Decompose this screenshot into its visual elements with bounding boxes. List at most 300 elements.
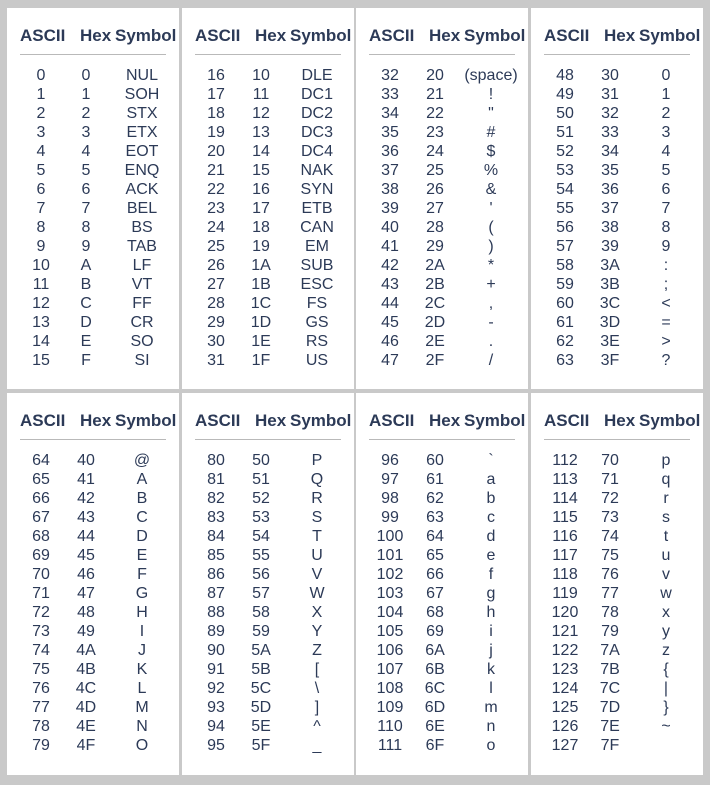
- decimal-cell: 119: [552, 585, 578, 602]
- table-row: [531, 679, 703, 698]
- table-row: [182, 123, 354, 142]
- code-list: [356, 66, 528, 370]
- table-row: [7, 180, 179, 199]
- decimal-cell: 8: [36, 219, 46, 236]
- decimal-cell: 72: [32, 604, 50, 621]
- hex-cell: 76: [601, 566, 619, 583]
- symbol-cell: ?: [661, 352, 671, 369]
- decimal-cell: 14: [32, 333, 50, 350]
- decimal-cell: 114: [552, 490, 578, 507]
- panel-header: [7, 26, 179, 50]
- symbol-cell: w: [660, 585, 672, 602]
- table-row: [356, 199, 528, 218]
- table-row: [7, 736, 179, 755]
- hex-cell: 50: [252, 452, 270, 469]
- decimal-cell: 21: [207, 162, 225, 179]
- decimal-cell: 13: [32, 314, 50, 331]
- table-row: [182, 508, 354, 527]
- symbol-cell: ETX: [126, 124, 158, 141]
- decimal-cell: 78: [32, 718, 50, 735]
- hex-cell: 72: [601, 490, 619, 507]
- hex-cell: 4E: [76, 718, 96, 735]
- hex-cell: 1B: [251, 276, 271, 293]
- decimal-cell: 103: [376, 585, 404, 602]
- decimal-cell: 29: [207, 314, 225, 331]
- hex-cell: 31: [601, 86, 619, 103]
- table-row: [531, 584, 703, 603]
- header-divider: [195, 439, 341, 440]
- panel-header: [182, 411, 354, 435]
- hex-cell: 2E: [425, 333, 445, 350]
- symbol-cell: _: [312, 737, 322, 754]
- decimal-cell: 95: [207, 737, 225, 754]
- decimal-cell: 18: [207, 105, 225, 122]
- decimal-cell: 126: [551, 718, 579, 735]
- decimal-cell: 49: [556, 86, 574, 103]
- decimal-cell: 102: [376, 566, 404, 583]
- symbol-cell: G: [135, 585, 149, 602]
- decimal-cell: 125: [551, 699, 579, 716]
- decimal-cell: 84: [207, 528, 225, 545]
- symbol-cell: EM: [305, 238, 329, 255]
- table-row: [356, 351, 528, 370]
- symbol-cell: g: [486, 585, 496, 602]
- table-row: [531, 451, 703, 470]
- decimal-cell: 96: [381, 452, 399, 469]
- hex-cell: A: [80, 257, 92, 274]
- symbol-cell: 0: [661, 67, 671, 84]
- decimal-cell: 6: [36, 181, 46, 198]
- symbol-cell: DC3: [300, 124, 333, 141]
- table-row: [356, 104, 528, 123]
- hex-cell: 62: [426, 490, 444, 507]
- table-row: [182, 275, 354, 294]
- hex-cell: 35: [601, 162, 619, 179]
- hex-cell: 4F: [76, 737, 96, 754]
- hex-cell: 64: [426, 528, 444, 545]
- header-hex: Hex: [604, 411, 636, 430]
- table-row: [182, 332, 354, 351]
- decimal-cell: 94: [207, 718, 225, 735]
- hex-cell: 21: [426, 86, 444, 103]
- hex-cell: 7B: [600, 661, 620, 678]
- table-row: [182, 256, 354, 275]
- symbol-cell: S: [311, 509, 323, 526]
- decimal-cell: 70: [32, 566, 50, 583]
- table-row: [356, 161, 528, 180]
- symbol-cell: 8: [661, 219, 671, 236]
- decimal-cell: 120: [551, 604, 579, 621]
- symbol-cell: SYN: [300, 181, 334, 198]
- hex-cell: 1D: [250, 314, 272, 331]
- table-row: [7, 66, 179, 85]
- hex-cell: 3: [81, 124, 91, 141]
- decimal-cell: 56: [556, 219, 574, 236]
- hex-cell: 15: [252, 162, 270, 179]
- panel-header: [531, 26, 703, 50]
- decimal-cell: 113: [552, 471, 578, 488]
- code-list: [182, 66, 354, 370]
- hex-cell: 4B: [76, 661, 96, 678]
- hex-cell: 41: [77, 471, 95, 488]
- symbol-cell: ,: [488, 295, 494, 312]
- header-hex: Hex: [604, 26, 636, 45]
- hex-cell: 12: [252, 105, 270, 122]
- table-row: [531, 603, 703, 622]
- symbol-cell: 3: [661, 124, 671, 141]
- code-list: [7, 66, 179, 370]
- header-hex: Hex: [255, 411, 287, 430]
- table-row: [531, 313, 703, 332]
- symbol-cell: r: [663, 490, 669, 507]
- symbol-cell: RS: [305, 333, 329, 350]
- table-row: [356, 641, 528, 660]
- decimal-cell: 83: [207, 509, 225, 526]
- symbol-cell: DC1: [300, 86, 333, 103]
- decimal-cell: 51: [556, 124, 574, 141]
- symbol-cell: V: [311, 566, 323, 583]
- hex-cell: 19: [252, 238, 270, 255]
- table-row: [531, 641, 703, 660]
- symbol-cell: ': [489, 200, 493, 217]
- symbol-cell: M: [135, 699, 149, 716]
- decimal-cell: 0: [36, 67, 46, 84]
- table-row: [531, 180, 703, 199]
- hex-cell: 42: [77, 490, 95, 507]
- decimal-cell: 115: [552, 509, 578, 526]
- symbol-cell: ): [488, 238, 494, 255]
- table-row: [531, 66, 703, 85]
- table-row: [182, 736, 354, 755]
- symbol-cell: ^: [313, 718, 321, 735]
- table-row: [182, 698, 354, 717]
- symbol-cell: k: [487, 661, 495, 678]
- hex-cell: 4D: [75, 699, 97, 716]
- hex-cell: 5E: [251, 718, 271, 735]
- hex-cell: 3E: [600, 333, 620, 350]
- code-list: [531, 451, 703, 755]
- symbol-cell: 4: [661, 143, 671, 160]
- table-row: [356, 603, 528, 622]
- hex-cell: 63: [426, 509, 444, 526]
- hex-cell: 44: [77, 528, 95, 545]
- table-row: [356, 679, 528, 698]
- header-symbol: Symbol: [464, 411, 526, 430]
- decimal-cell: 75: [32, 661, 50, 678]
- hex-cell: 73: [601, 509, 619, 526]
- decimal-cell: 77: [32, 699, 50, 716]
- hex-cell: 8: [81, 219, 91, 236]
- hex-cell: 43: [77, 509, 95, 526]
- table-row: [7, 104, 179, 123]
- table-row: [531, 546, 703, 565]
- symbol-cell: BEL: [126, 200, 158, 217]
- decimal-cell: 45: [381, 314, 399, 331]
- symbol-cell: 1: [661, 86, 671, 103]
- panel-header: [531, 411, 703, 435]
- hex-cell: 4: [81, 143, 91, 160]
- header-ascii: ASCII: [544, 26, 590, 45]
- hex-cell: D: [80, 314, 92, 331]
- hex-cell: 7C: [599, 680, 621, 697]
- table-row: [7, 679, 179, 698]
- hex-cell: 59: [252, 623, 270, 640]
- decimal-cell: 92: [207, 680, 225, 697]
- decimal-cell: 9: [36, 238, 46, 255]
- table-row: [182, 489, 354, 508]
- symbol-cell: H: [136, 604, 148, 621]
- decimal-cell: 104: [376, 604, 404, 621]
- table-row: [7, 489, 179, 508]
- symbol-cell: ]: [314, 699, 320, 716]
- table-row: [531, 218, 703, 237]
- table-row: [7, 256, 179, 275]
- symbol-cell: ": [488, 105, 494, 122]
- symbol-cell: DC4: [300, 143, 333, 160]
- ascii-panel: [356, 393, 528, 775]
- header-divider: [20, 54, 166, 55]
- hex-cell: 23: [426, 124, 444, 141]
- hex-cell: 14: [252, 143, 270, 160]
- table-row: [356, 275, 528, 294]
- symbol-cell: (space): [464, 67, 518, 84]
- table-row: [7, 142, 179, 161]
- table-row: [531, 622, 703, 641]
- hex-cell: 49: [77, 623, 95, 640]
- ascii-panel: [7, 8, 179, 389]
- decimal-cell: 108: [376, 680, 404, 697]
- table-row: [182, 622, 354, 641]
- decimal-cell: 23: [207, 200, 225, 217]
- table-row: [182, 451, 354, 470]
- header-hex: Hex: [429, 411, 461, 430]
- decimal-cell: 7: [36, 200, 46, 217]
- table-row: [531, 294, 703, 313]
- decimal-cell: 26: [207, 257, 225, 274]
- hex-cell: 7E: [600, 718, 620, 735]
- decimal-cell: 122: [551, 642, 579, 659]
- hex-cell: 6A: [425, 642, 445, 659]
- table-row: [531, 351, 703, 370]
- hex-cell: 57: [252, 585, 270, 602]
- symbol-cell: J: [138, 642, 146, 659]
- symbol-cell: ENQ: [124, 162, 160, 179]
- decimal-cell: 76: [32, 680, 50, 697]
- symbol-cell: W: [309, 585, 325, 602]
- decimal-cell: 28: [207, 295, 225, 312]
- decimal-cell: 34: [381, 105, 399, 122]
- decimal-cell: 66: [32, 490, 50, 507]
- header-divider: [369, 439, 515, 440]
- hex-cell: 9: [81, 238, 91, 255]
- hex-cell: 66: [426, 566, 444, 583]
- hex-cell: 74: [601, 528, 619, 545]
- hex-cell: 26: [426, 181, 444, 198]
- code-list: [182, 451, 354, 755]
- symbol-cell: SI: [134, 352, 150, 369]
- table-row: [356, 256, 528, 275]
- decimal-cell: 62: [556, 333, 574, 350]
- symbol-cell: I: [139, 623, 145, 640]
- table-row: [356, 294, 528, 313]
- decimal-cell: 89: [207, 623, 225, 640]
- decimal-cell: 98: [381, 490, 399, 507]
- table-row: [531, 717, 703, 736]
- table-row: [182, 294, 354, 313]
- decimal-cell: 65: [32, 471, 50, 488]
- symbol-cell: (: [488, 219, 494, 236]
- header-ascii: ASCII: [195, 411, 241, 430]
- table-row: [531, 123, 703, 142]
- decimal-cell: 44: [381, 295, 399, 312]
- symbol-cell: ACK: [125, 181, 159, 198]
- table-row: [356, 237, 528, 256]
- symbol-cell: e: [486, 547, 496, 564]
- table-row: [182, 565, 354, 584]
- symbol-cell: t: [663, 528, 669, 545]
- table-row: [356, 489, 528, 508]
- panel-header: [182, 26, 354, 50]
- hex-cell: 1E: [251, 333, 271, 350]
- hex-cell: 75: [601, 547, 619, 564]
- symbol-cell: s: [662, 509, 670, 526]
- symbol-cell: f: [488, 566, 494, 583]
- symbol-cell: ETB: [301, 200, 333, 217]
- symbol-cell: d: [486, 528, 496, 545]
- symbol-cell: q: [661, 471, 671, 488]
- table-row: [182, 218, 354, 237]
- decimal-cell: 31: [207, 352, 225, 369]
- symbol-cell: n: [486, 718, 496, 735]
- hex-cell: 53: [252, 509, 270, 526]
- decimal-cell: 80: [207, 452, 225, 469]
- decimal-cell: 107: [376, 661, 404, 678]
- decimal-cell: 33: [381, 86, 399, 103]
- decimal-cell: 5: [36, 162, 46, 179]
- symbol-cell: NAK: [300, 162, 334, 179]
- hex-cell: 40: [77, 452, 95, 469]
- symbol-cell: -: [488, 314, 494, 331]
- hex-cell: 2B: [425, 276, 445, 293]
- table-row: [7, 584, 179, 603]
- symbol-cell: B: [136, 490, 148, 507]
- header-symbol: Symbol: [115, 411, 177, 430]
- hex-cell: 7D: [599, 699, 621, 716]
- hex-cell: 33: [601, 124, 619, 141]
- decimal-cell: 105: [376, 623, 404, 640]
- header-ascii: ASCII: [369, 411, 415, 430]
- symbol-cell: `: [488, 452, 494, 469]
- decimal-cell: 4: [36, 143, 46, 160]
- decimal-cell: 68: [32, 528, 50, 545]
- symbol-cell: R: [311, 490, 323, 507]
- decimal-cell: 54: [556, 181, 574, 198]
- symbol-cell: c: [487, 509, 495, 526]
- hex-cell: 16: [252, 181, 270, 198]
- table-row: [7, 641, 179, 660]
- decimal-cell: 50: [556, 105, 574, 122]
- table-row: [7, 332, 179, 351]
- table-row: [356, 565, 528, 584]
- hex-cell: 5D: [250, 699, 272, 716]
- panel-header: [7, 411, 179, 435]
- table-row: [182, 660, 354, 679]
- decimal-cell: 100: [376, 528, 404, 545]
- table-row: [182, 161, 354, 180]
- decimal-cell: 81: [207, 471, 225, 488]
- header-divider: [20, 439, 166, 440]
- header-ascii: ASCII: [195, 26, 241, 45]
- header-divider: [544, 54, 690, 55]
- table-row: [531, 161, 703, 180]
- table-row: [7, 546, 179, 565]
- table-row: [7, 660, 179, 679]
- symbol-cell: b: [486, 490, 496, 507]
- decimal-cell: 90: [207, 642, 225, 659]
- decimal-cell: 112: [552, 452, 578, 469]
- decimal-cell: 58: [556, 257, 574, 274]
- decimal-cell: 35: [381, 124, 399, 141]
- table-row: [356, 313, 528, 332]
- decimal-cell: 19: [207, 124, 225, 141]
- header-symbol: Symbol: [115, 26, 177, 45]
- table-row: [356, 698, 528, 717]
- symbol-cell: A: [136, 471, 148, 488]
- symbol-cell: O: [135, 737, 149, 754]
- table-row: [182, 313, 354, 332]
- symbol-cell: N: [136, 718, 148, 735]
- symbol-cell: [: [314, 661, 320, 678]
- hex-cell: 65: [426, 547, 444, 564]
- decimal-cell: 42: [381, 257, 399, 274]
- decimal-cell: 37: [381, 162, 399, 179]
- hex-cell: 79: [601, 623, 619, 640]
- symbol-cell: CR: [130, 314, 154, 331]
- hex-cell: 18: [252, 219, 270, 236]
- table-row: [7, 698, 179, 717]
- decimal-cell: 71: [32, 585, 50, 602]
- hex-cell: C: [80, 295, 92, 312]
- decimal-cell: 59: [556, 276, 574, 293]
- decimal-cell: 15: [32, 352, 50, 369]
- decimal-cell: 52: [556, 143, 574, 160]
- decimal-cell: 87: [207, 585, 225, 602]
- table-row: [356, 717, 528, 736]
- table-row: [182, 104, 354, 123]
- decimal-cell: 22: [207, 181, 225, 198]
- decimal-cell: 61: [556, 314, 574, 331]
- hex-cell: 32: [601, 105, 619, 122]
- table-row: [531, 142, 703, 161]
- hex-cell: 2: [81, 105, 91, 122]
- ascii-panel: [356, 8, 528, 389]
- hex-cell: 77: [601, 585, 619, 602]
- hex-cell: 3A: [600, 257, 620, 274]
- symbol-cell: &: [485, 181, 497, 198]
- hex-cell: 60: [426, 452, 444, 469]
- symbol-cell: STX: [126, 105, 158, 122]
- symbol-cell: X: [311, 604, 323, 621]
- symbol-cell: x: [662, 604, 670, 621]
- symbol-cell: u: [661, 547, 671, 564]
- hex-cell: 28: [426, 219, 444, 236]
- table-row: [356, 527, 528, 546]
- table-row: [531, 256, 703, 275]
- ascii-panel: [182, 393, 354, 775]
- hex-cell: 22: [426, 105, 444, 122]
- table-row: [7, 218, 179, 237]
- decimal-cell: 47: [381, 352, 399, 369]
